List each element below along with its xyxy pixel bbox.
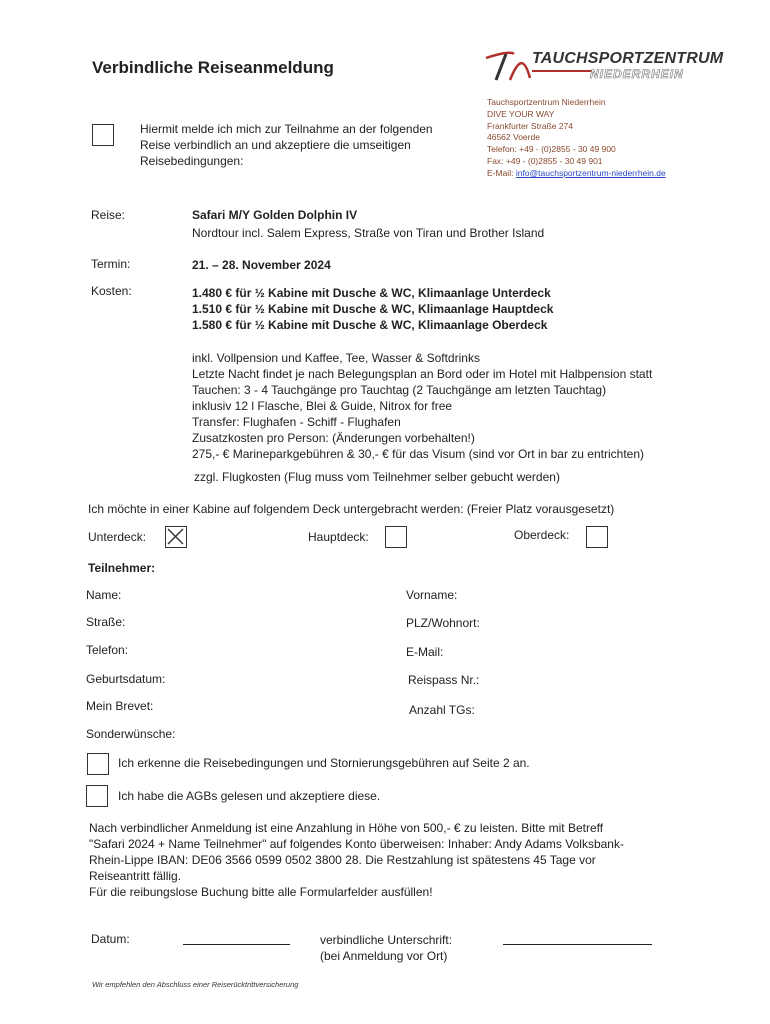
detail-line: inklusiv 12 l Flasche, Blei & Guide, Nitrox for free: [192, 399, 453, 413]
intro-line: Reise verbindlich an und akzeptiere die umseitigen: [140, 138, 411, 152]
price-item: 1.510 € für ½ Kabine mit Dusche & WC, Klimaanlage Hauptdeck: [192, 302, 554, 316]
price-item: 1.580 € für ½ Kabine mit Dusche & WC, Klimaanlage Oberdeck: [192, 318, 548, 332]
company-logo: [484, 50, 724, 84]
tgs-field-label: Anzahl TGs:: [409, 703, 475, 717]
deck-question: Ich möchte in einer Kabine auf folgendem Deck untergebracht werden: (Freier Platz vorausgesetzt): [88, 502, 615, 516]
termin-label: Termin:: [91, 257, 131, 271]
logo-main-text: TAUCHSPORTZENTRUM: [532, 50, 724, 67]
intro-line: Reisebedingungen:: [140, 154, 244, 168]
address-line: Tauchsportzentrum Niederrhein: [487, 97, 606, 107]
brevet-field-label: Mein Brevet:: [86, 699, 154, 713]
name-field-label: Name:: [86, 588, 122, 602]
price-item: 1.480 € für ½ Kabine mit Dusche & WC, Klimaanlage Unterdeck: [192, 286, 551, 300]
oberdeck-label: Oberdeck:: [514, 528, 570, 542]
datum-label: Datum:: [91, 932, 130, 946]
check-x-icon: [166, 527, 185, 546]
detail-line: Tauchen: 3 - 4 Tauchgänge pro Tauchtag (2 Tauchgänge am letzten Tauchtag): [192, 383, 607, 397]
intro-text: [140, 121, 433, 169]
geburtsdatum-field-label: Geburtsdatum:: [86, 672, 166, 686]
registration-checkbox[interactable]: [92, 124, 114, 146]
email-label: E-Mail:: [487, 167, 516, 178]
company-address: [487, 97, 666, 180]
telefon-field-label: Telefon:: [86, 643, 129, 657]
price-list: [192, 285, 553, 333]
trip-name: Safari M/Y Golden Dolphin IV: [192, 208, 358, 222]
agree-agb-checkbox[interactable]: [86, 785, 108, 807]
agree-agb-text: Ich habe die AGBs gelesen und akzeptiere diese.: [118, 789, 381, 803]
logo-sub-text: NIEDERRHEIN: [590, 67, 684, 81]
payment-line: Für die reibungslose Buchung bitte alle Formularfelder ausfüllen!: [89, 885, 433, 899]
reisepass-field-label: Reispass Nr.:: [408, 673, 480, 687]
kosten-label: Kosten:: [91, 284, 132, 298]
payment-line: "Safari 2024 + Name Teilnehmer" auf folgendes Konto überweisen: Inhaber: Andy Adams Volksbank-: [89, 837, 624, 851]
agree-conditions-checkbox[interactable]: [87, 753, 109, 775]
hauptdeck-label: Hauptdeck:: [308, 530, 369, 544]
trip-description: Nordtour incl. Salem Express, Straße von Tiran und Brother Island: [192, 226, 545, 240]
detail-line: Transfer: Flughafen - Schiff - Flughafen: [192, 415, 401, 429]
vorname-field-label: Vorname:: [406, 588, 458, 602]
cost-details: [192, 350, 652, 462]
payment-line: Nach verbindlicher Anmeldung ist eine Anzahlung in Höhe von 500,- € zu leisten. Bitte mit Betreff: [89, 821, 604, 835]
agree-conditions-text: Ich erkenne die Reisebedingungen und Stornierungsgebühren auf Seite 2 an.: [118, 756, 530, 770]
payment-line: Reiseantritt fällig.: [89, 869, 182, 883]
reise-label: Reise:: [91, 208, 126, 222]
termin-value: 21. – 28. November 2024: [192, 258, 331, 272]
address-email-line: [487, 168, 666, 180]
plz-field-label: PLZ/Wohnort:: [406, 616, 480, 630]
hauptdeck-checkbox[interactable]: [385, 526, 407, 548]
detail-line: Zusatzkosten pro Person: (Änderungen vorbehalten!): [192, 431, 475, 445]
detail-line: 275,- € Marineparkgebühren & 30,- € für das Visum (sind vor Ort in bar zu entrichten): [192, 447, 644, 461]
address-line: 46562 Voerde: [487, 132, 540, 143]
address-line: Frankfurter Straße 274: [487, 120, 573, 131]
signature-note: (bei Anmeldung vor Ort): [320, 949, 448, 963]
address-line: Telefon: +49 - (0)2855 - 30 49 900: [487, 144, 616, 155]
payment-info: [89, 820, 624, 900]
footer-note: Wir empfehlen den Abschluss einer Reiserücktrittversicherung: [92, 980, 299, 989]
detail-line: Letzte Nacht findet je nach Belegungsplan an Bord oder im Hotel mit Halbpension statt: [192, 367, 653, 381]
address-line: DIVE YOUR WAY: [487, 108, 555, 119]
email-link[interactable]: info@tauchsportzentrum-niederrhein.de: [515, 167, 666, 178]
oberdeck-checkbox[interactable]: [586, 526, 608, 548]
teilnehmer-heading: Teilnehmer:: [88, 561, 156, 575]
sonderwuensche-field-label: Sonderwünsche:: [86, 727, 176, 741]
unterdeck-checkbox[interactable]: [165, 526, 187, 548]
page-title: Verbindliche Reiseanmeldung: [92, 58, 334, 77]
address-line: Fax: +49 - (0)2855 - 30 49 901: [487, 155, 603, 166]
datum-line[interactable]: [183, 944, 290, 945]
detail-line: inkl. Vollpension und Kaffee, Tee, Wasser & Softdrinks: [192, 351, 480, 365]
strasse-field-label: Straße:: [86, 615, 126, 629]
unterdeck-label: Unterdeck:: [88, 530, 147, 544]
signature-label: verbindliche Unterschrift:: [320, 933, 453, 947]
email-field-label: E-Mail:: [406, 645, 444, 659]
flight-note: zzgl. Flugkosten (Flug muss vom Teilnehmer selber gebucht werden): [194, 470, 560, 484]
payment-line: Rhein-Lippe IBAN: DE06 3566 0599 0502 3800 28. Die Restzahlung ist spätestens 45 Tage vor: [89, 853, 596, 867]
signature-line[interactable]: [503, 944, 652, 945]
intro-line: Hiermit melde ich mich zur Teilnahme an der folgenden: [140, 122, 433, 136]
